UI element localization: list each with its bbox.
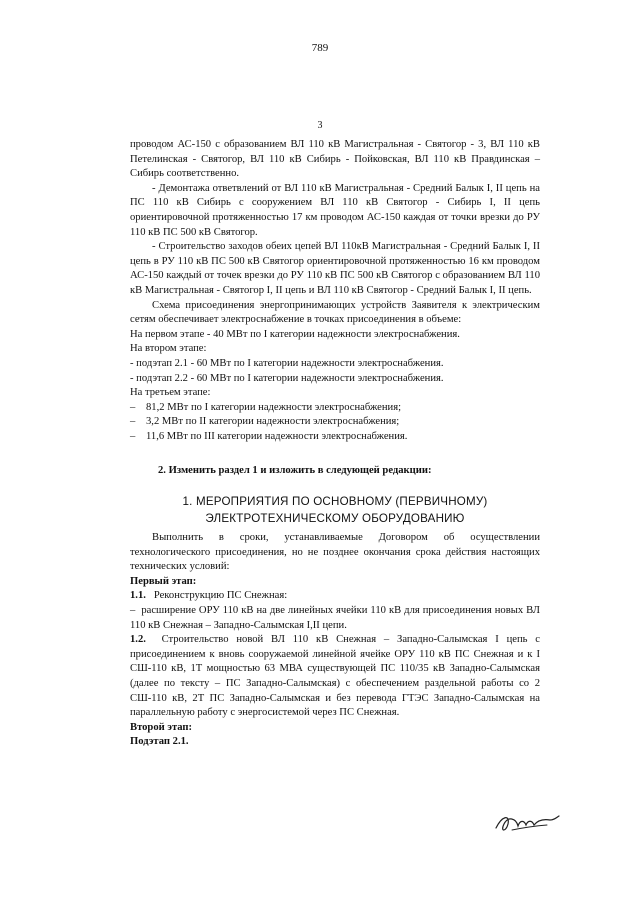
item-1-1-number: 1.1. <box>130 590 146 602</box>
section-title-line-2: ЭЛЕКТРОТЕХНИЧЕСКОМУ ОБОРУДОВАНИЮ <box>205 512 465 526</box>
stage-3-item-text: 11,6 МВт по III категории надежности электроснабжения. <box>146 430 408 442</box>
section-title-line-1: 1. МЕРОПРИЯТИЯ ПО ОСНОВНОМУ (ПЕРВИЧНОМУ) <box>182 495 488 509</box>
paragraph-wire-formation: проводом АС-150 с образованием ВЛ 110 кВ Магистральная - Святогор - 3, ВЛ 110 кВ Петелинская - Святогор, ВЛ 110 кВ Сибирь - Пойковская, ВЛ 110 кВ Правдинская – Сибирь соответственно. <box>130 139 540 180</box>
page-number-inner: 3 <box>317 120 323 131</box>
stage-3-item <box>130 401 540 416</box>
item-1-2-text: Строительство новой ВЛ 110 кВ Снежная – Западно-Салымская I цепь с присоединением к вновь сооружаемой линейной ячейке ОРУ 110 кВ ПС Снежная и к I СШ-110 кВ, 1Т мощностью 63 МВА существующей ПС 110/35 кВ Западно-Салымская (далее по тексту – ПС Западно-Салымская) с обеспечением раздельной работы со 2 СШ-110 кВ, 2Т ПС Западно-Салымская и без перевода ГТЭС Западно-Салымская на параллельную работу с энергосистемой через ПС Снежная. <box>130 634 541 719</box>
stage-2-heading: На втором этапе: <box>130 343 207 355</box>
item-1-1-text: Реконструкцию ПС Снежная: <box>153 590 288 602</box>
substage-2-1-heading: Подэтап 2.1. <box>130 736 189 748</box>
dash-bullet: – <box>130 430 136 442</box>
stage-1-line: На первом этапе - 40 МВт по I категории надежности электроснабжения. <box>130 328 460 340</box>
paragraph-construction: - Строительство заходов обеих цепей ВЛ 110кВ Магистральная - Средний Балык I, II цепь в РУ 110 кВ ПС 500 кВ Святогор ориентировочной протяженностью 16 км проводом АС-150 каждый от точек врезки до РУ 110 кВ ПС 500 кВ Святогор с образованием ВЛ 110 кВ Магистральная - Святогор I, II цепь и ВЛ 110 кВ Святогор - Средний Балык I, II цепь. <box>130 241 540 296</box>
section-intro: Выполнить в сроки, устанавливаемые Договором об осуществлении технологического присоединения, но не позднее окончания срока действия настоящих технических условий: <box>130 532 540 573</box>
section-2-heading: 2. Изменить раздел 1 и изложить в следующей редакции: <box>158 465 432 477</box>
stage-3-item-text: 81,2 МВт по I категории надежности электроснабжения; <box>146 401 402 413</box>
page-number-top: 789 <box>311 42 329 54</box>
stage-3-item <box>130 430 540 445</box>
dash-bullet: – <box>130 605 136 617</box>
signature-icon <box>492 808 562 838</box>
stage-3-heading: На третьем этапе: <box>130 387 211 399</box>
second-stage-heading: Второй этап: <box>130 721 193 733</box>
item-1-1-sub-text: расширение ОРУ 110 кВ на две линейных ячейки 110 кВ для присоединения новых ВЛ 110 кВ Снежная – Западно-Салымская I,II цепи. <box>130 605 540 631</box>
section-title <box>130 493 540 527</box>
first-stage-heading: Первый этап: <box>130 575 197 587</box>
item-1-2 <box>130 633 540 721</box>
item-1-2-number: 1.2. <box>130 634 146 646</box>
substage-2-2-line: - подэтап 2.2 - 60 МВт по I категории надежности электроснабжения. <box>130 372 444 384</box>
dash-bullet: – <box>130 401 136 413</box>
dash-bullet: – <box>130 416 136 428</box>
document-body <box>130 138 540 750</box>
substage-2-1-line: - подэтап 2.1 - 60 МВт по I категории надежности электроснабжения. <box>130 357 444 369</box>
paragraph-connection-scheme: Схема присоединения энергопринимающих устройств Заявителя к электрическим сетям обеспечивает электроснабжение в точках присоединения в объеме: <box>130 299 540 326</box>
stage-3-item-text: 3,2 МВт по II категории надежности электроснабжения; <box>146 416 400 428</box>
stage-3-item <box>130 415 540 430</box>
paragraph-dismantling: - Демонтажа ответвлений от ВЛ 110 кВ Магистральная - Средний Балык I, II цепь на ПС 110 кВ Сибирь с сооружением ВЛ 110 кВ Святогор - Сибирь I, II цепь ориентировочной протяженностью 17 км проводом АС-150 каждая от точки врезки до РУ 110 кВ ПС 500 кВ Святогор. <box>130 182 540 238</box>
item-1-1 <box>130 589 540 604</box>
item-1-1-sub <box>130 604 540 633</box>
